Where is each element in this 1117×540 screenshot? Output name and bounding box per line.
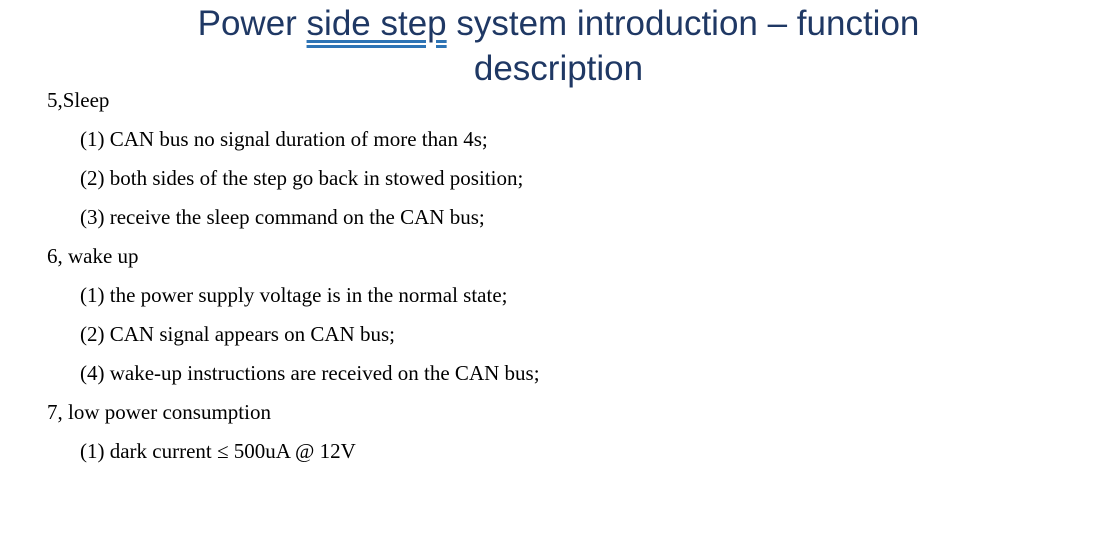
list-item: (2) CAN signal appears on CAN bus; xyxy=(80,322,395,346)
title-line-2: description xyxy=(473,49,644,88)
slide-body xyxy=(0,81,1117,471)
title-segment-after: system introduction – function xyxy=(446,4,920,43)
slide-title xyxy=(0,0,1117,91)
title-underlined-phrase: side step xyxy=(306,4,447,43)
list-item: (4) wake-up instructions are received on the CAN bus; xyxy=(80,361,540,385)
section-heading-sleep: 5,Sleep xyxy=(47,88,110,112)
list-item: (3) receive the sleep command on the CAN bus; xyxy=(80,205,485,229)
list-item: (1) CAN bus no signal duration of more than 4s; xyxy=(80,127,488,151)
section-heading-wake-up: 6, wake up xyxy=(47,244,139,268)
section-heading-low-power: 7, low power consumption xyxy=(47,400,271,424)
title-segment-before: Power xyxy=(197,4,307,43)
title-line-1 xyxy=(0,1,1117,46)
list-item: (1) the power supply voltage is in the normal state; xyxy=(80,283,508,307)
list-item: (2) both sides of the step go back in stowed position; xyxy=(80,166,524,190)
list-item: (1) dark current ≤ 500uA @ 12V xyxy=(80,439,356,463)
